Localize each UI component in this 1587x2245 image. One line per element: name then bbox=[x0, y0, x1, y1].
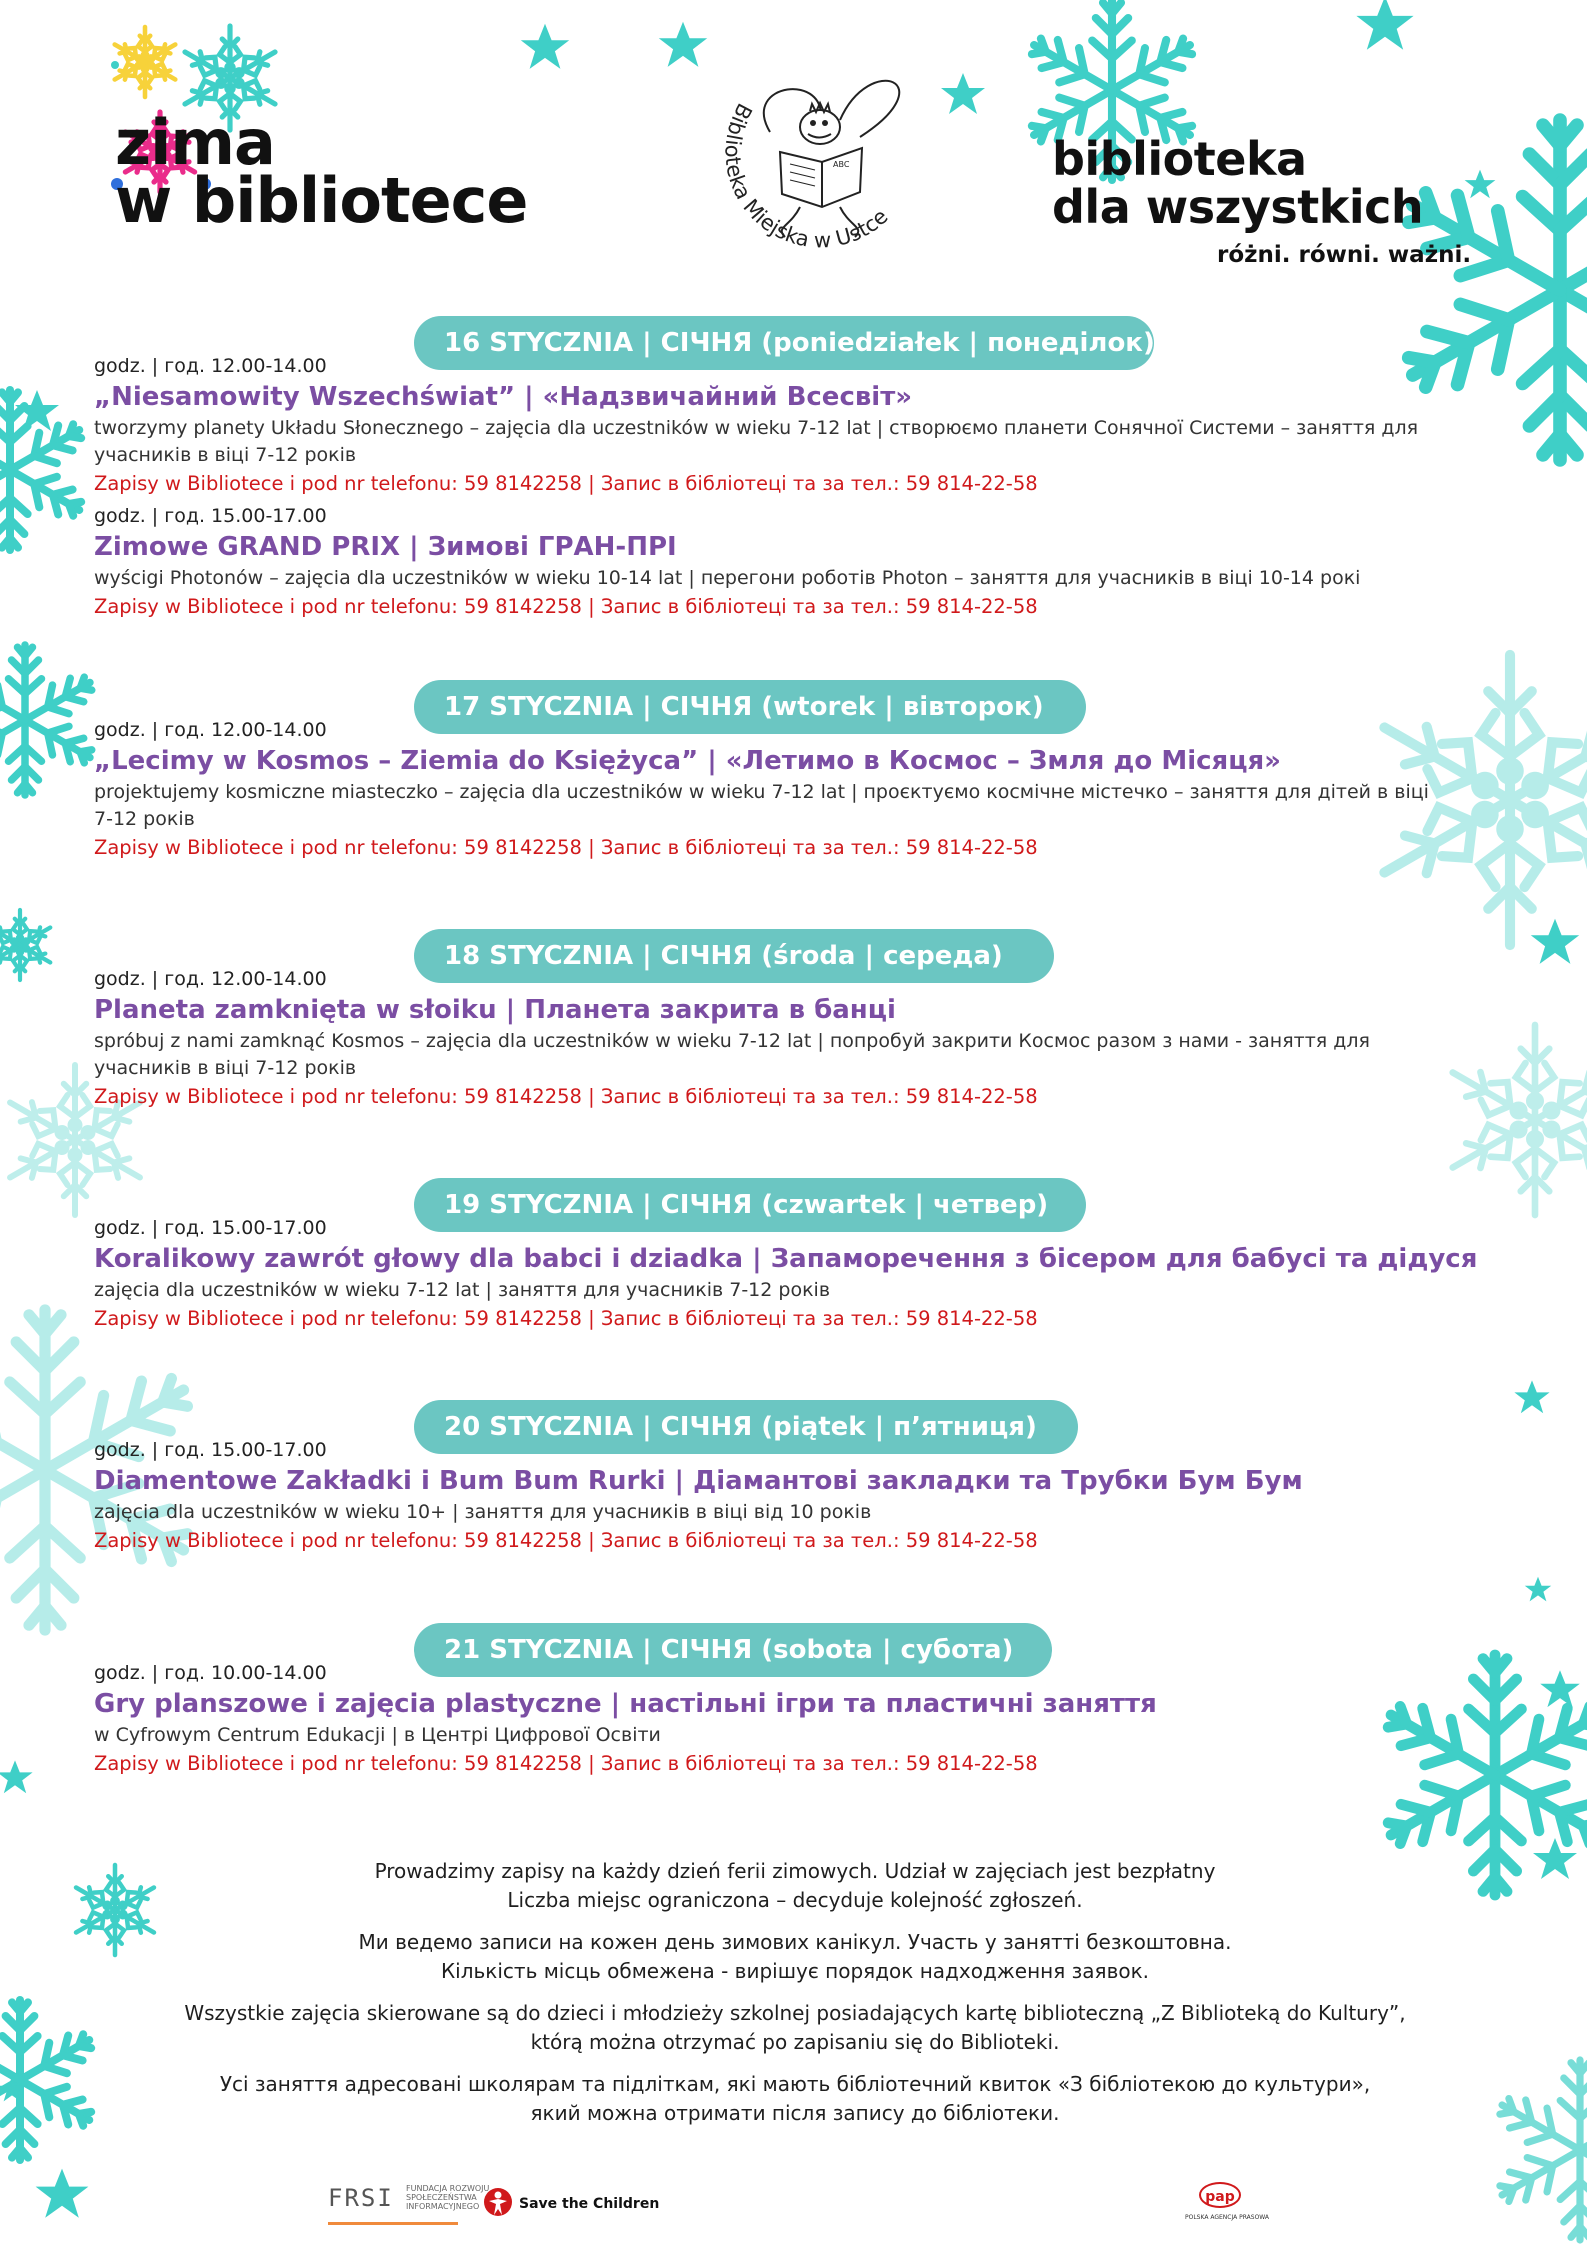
info-block bbox=[100, 1857, 1490, 2141]
date-pill: 19 STYCZNIA | СІЧНЯ (czwartek | четвер) bbox=[414, 1178, 1086, 1232]
library-logo bbox=[700, 42, 950, 277]
session-title: Zimowe GRAND PRIX | Зимові ГРАН-ПРІ bbox=[94, 532, 677, 562]
zima-w-bibliotece-logo bbox=[0, 0, 700, 270]
date-pill: 17 STYCZNIA | СІЧНЯ (wtorek | вівторок) bbox=[414, 680, 1086, 734]
session-title: Koralikowy zawrót głowy dla babci i dziadka | Запаморечення з бісером для бабусі та дідуся bbox=[94, 1244, 1478, 1274]
registration-info: Zapisy w Bibliotece i pod nr telefonu: 59 8142258 | Запис в бібліотеці та за тел.: 59 814-22-58 bbox=[94, 1529, 1038, 1552]
event-session bbox=[94, 1215, 1534, 1333]
session-title: Gry planszowe i zajęcia plastyczne | настільні ігри та пластичні заняття bbox=[94, 1689, 1157, 1719]
event-session bbox=[94, 1660, 1534, 1778]
bdw-line2: dla wszystkich bbox=[1052, 180, 1424, 235]
session-description: projektujemy kosmiczne miasteczko – zajęcia dla uczestników w wieku 7-12 lat | проєктуємо космічне містечко – заняття для дітей в віці 7-12 років bbox=[94, 781, 1429, 830]
session-description: zajęcia dla uczestników w wieku 7-12 lat | заняття для учасників 7-12 років bbox=[94, 1279, 831, 1301]
star-icon bbox=[1525, 1577, 1551, 1602]
session-title: Planeta zamknięta w słoiku | Планета закрита в банці bbox=[94, 995, 896, 1025]
save-the-children-logo bbox=[483, 2187, 663, 2227]
star-icon bbox=[0, 1760, 33, 1793]
frsi-fullname: FUNDACJA ROZWOJU SPOŁECZEŃSTWA INFORMACYJNEGO bbox=[406, 2184, 490, 2211]
session-description: zajęcia dla uczestników w wieku 10+ | заняття для учасників в віці від 10 років bbox=[94, 1501, 872, 1523]
event-session bbox=[94, 717, 1534, 862]
session-time: godz. | год. 15.00-17.00 bbox=[94, 505, 327, 527]
session-description: spróbuj z nami zamknąć Kosmos – zajęcia dla uczestników w wieku 7-12 lat | попробуй закрити Космос разом з нами - заняття для учасників в віці 7-12 років bbox=[94, 1030, 1370, 1079]
star-icon bbox=[36, 2169, 89, 2218]
reading-character-icon bbox=[780, 148, 862, 207]
book-label: ABC bbox=[833, 160, 850, 169]
snowflake-icon bbox=[0, 645, 98, 795]
bdw-line1: biblioteka bbox=[1052, 132, 1307, 186]
session-time: godz. | год. 15.00-17.00 bbox=[94, 1217, 327, 1239]
date-pill: 18 STYCZNIA | СІЧНЯ (środa | середа) bbox=[414, 929, 1054, 983]
date-pill: 16 STYCZNIA | СІЧНЯ (poniedziałek | понеділок) bbox=[414, 316, 1154, 370]
session-title: „Niesamowity Wszechświat” | «Надзвичайний Всесвіт» bbox=[94, 382, 913, 412]
session-description: tworzymy planety Układu Słonecznego – zajęcia dla uczestników w wieku 7-12 lat | створюємо планети Сонячної Системи – заняття для учасників в віці 7-12 років bbox=[94, 417, 1419, 466]
info-line: який можна отримати після запису до бібліотеки. bbox=[530, 2101, 1060, 2125]
date-pill: 20 STYCZNIA | СІЧНЯ (piątek | п’ятниця) bbox=[414, 1400, 1078, 1454]
session-time: godz. | год. 12.00-14.00 bbox=[94, 968, 327, 990]
registration-info: Zapisy w Bibliotece i pod nr telefonu: 59 8142258 | Запис в бібліотеці та за тел.: 59 814-22-58 bbox=[94, 1085, 1038, 1108]
library-circle-text: Biblioteka Miejska w Ustce bbox=[720, 99, 893, 253]
info-paragraph-ua-1 bbox=[100, 1928, 1490, 1986]
registration-info: Zapisy w Bibliotece i pod nr telefonu: 59 8142258 | Запис в бібліотеці та за тел.: 59 814-22-58 bbox=[94, 836, 1038, 859]
bdw-tagline: różni. równi. ważni. bbox=[1217, 241, 1472, 268]
event-session bbox=[94, 1437, 1534, 1555]
registration-info: Zapisy w Bibliotece i pod nr telefonu: 59 8142258 | Запис в бібліотеці та за тел.: 59 814-22-58 bbox=[94, 1307, 1038, 1330]
info-paragraph-ua-2 bbox=[100, 2070, 1490, 2128]
frsi-logo bbox=[328, 2182, 490, 2230]
star-icon bbox=[1514, 1380, 1549, 1413]
event-session bbox=[94, 353, 1534, 498]
session-description: w Cyfrowym Centrum Edukacji | в Центрі Цифрової Освіти bbox=[94, 1724, 661, 1746]
session-title: „Lecimy w Kosmos – Ziemia do Księżyca” | «Летимо в Космос – Змля до Місяця» bbox=[94, 746, 1281, 776]
info-line: Prowadzimy zapisy na każdy dzień ferii zimowych. Udział w zajęciach jest bezpłatny bbox=[374, 1859, 1216, 1883]
info-line: Ми ведемо записи на кожен день зимових канікул. Участь у занятті безкоштовна. bbox=[358, 1930, 1232, 1954]
star-icon bbox=[1356, 0, 1413, 50]
pap-fullname: POLSKA AGENCJA PRASOWA bbox=[1185, 2214, 1270, 2221]
session-time: godz. | год. 12.00-14.00 bbox=[94, 355, 327, 377]
info-line: Wszystkie zajęcia skierowane są do dzieci i młodzieży szkolnej posiadających kartę biblioteczną „Z Biblioteką do Kultury”, bbox=[184, 2001, 1406, 2025]
zima-logo-line2: w bibliotece bbox=[115, 164, 528, 237]
session-time: godz. | год. 10.00-14.00 bbox=[94, 1662, 327, 1684]
registration-info: Zapisy w Bibliotece i pod nr telefonu: 59 8142258 | Запис в бібліотеці та за тел.: 59 814-22-58 bbox=[94, 472, 1038, 495]
biblioteka-dla-wszystkich-logo bbox=[1052, 132, 1552, 268]
pap-logo bbox=[1185, 2182, 1270, 2230]
star-icon bbox=[1531, 919, 1579, 964]
save-the-children-text: Save the Children bbox=[519, 2196, 660, 2212]
event-session bbox=[94, 503, 1534, 621]
info-line: Liczba miejsc ograniczona – decyduje kolejność zgłoszeń. bbox=[507, 1888, 1083, 1912]
frsi-underline bbox=[328, 2222, 458, 2225]
star-icon bbox=[1540, 1670, 1580, 1707]
pap-wordmark: pap bbox=[1199, 2182, 1241, 2208]
info-line: Кількість місць обмежена - вирішує порядок надходження заявок. bbox=[440, 1959, 1150, 1983]
session-title: Diamentowe Zakładki i Bum Bum Rurki | Діамантові закладки та Трубки Бум Бум bbox=[94, 1466, 1303, 1496]
registration-info: Zapisy w Bibliotece i pod nr telefonu: 59 8142258 | Запис в бібліотеці та за тел.: 59 814-22-58 bbox=[94, 1752, 1038, 1775]
session-time: godz. | год. 15.00-17.00 bbox=[94, 1439, 327, 1461]
session-time: godz. | год. 12.00-14.00 bbox=[94, 719, 327, 741]
info-paragraph-pl-1 bbox=[100, 1857, 1490, 1915]
snowflake-icon bbox=[0, 910, 54, 980]
snowflake-icon bbox=[0, 2000, 98, 2160]
date-pill: 21 STYCZNIA | СІЧНЯ (sobota | субота) bbox=[414, 1623, 1052, 1677]
save-the-children-icon bbox=[483, 2187, 513, 2221]
info-line: którą można otrzymać po zapisaniu się do Biblioteki. bbox=[530, 2030, 1060, 2054]
info-line: Усі заняття адресовані школярам та підліткам, які мають бібліотечний квиток «З бібліотекою до культури», bbox=[219, 2072, 1371, 2096]
frsi-wordmark: FRSI bbox=[328, 2184, 394, 2212]
info-paragraph-pl-2 bbox=[100, 1999, 1490, 2057]
session-description: wyścigi Photonów – zajęcia dla uczestników w wieku 10-14 lat | перегони роботів Photon – заняття для учасників в віці 10-14 рокі bbox=[94, 567, 1361, 589]
registration-info: Zapisy w Bibliotece i pod nr telefonu: 59 8142258 | Запис в бібліотеці та за тел.: 59 814-22-58 bbox=[94, 595, 1038, 618]
event-session bbox=[94, 966, 1534, 1111]
snowflake-icon bbox=[1492, 2060, 1587, 2240]
zima-logo-line1: zima bbox=[115, 106, 275, 179]
